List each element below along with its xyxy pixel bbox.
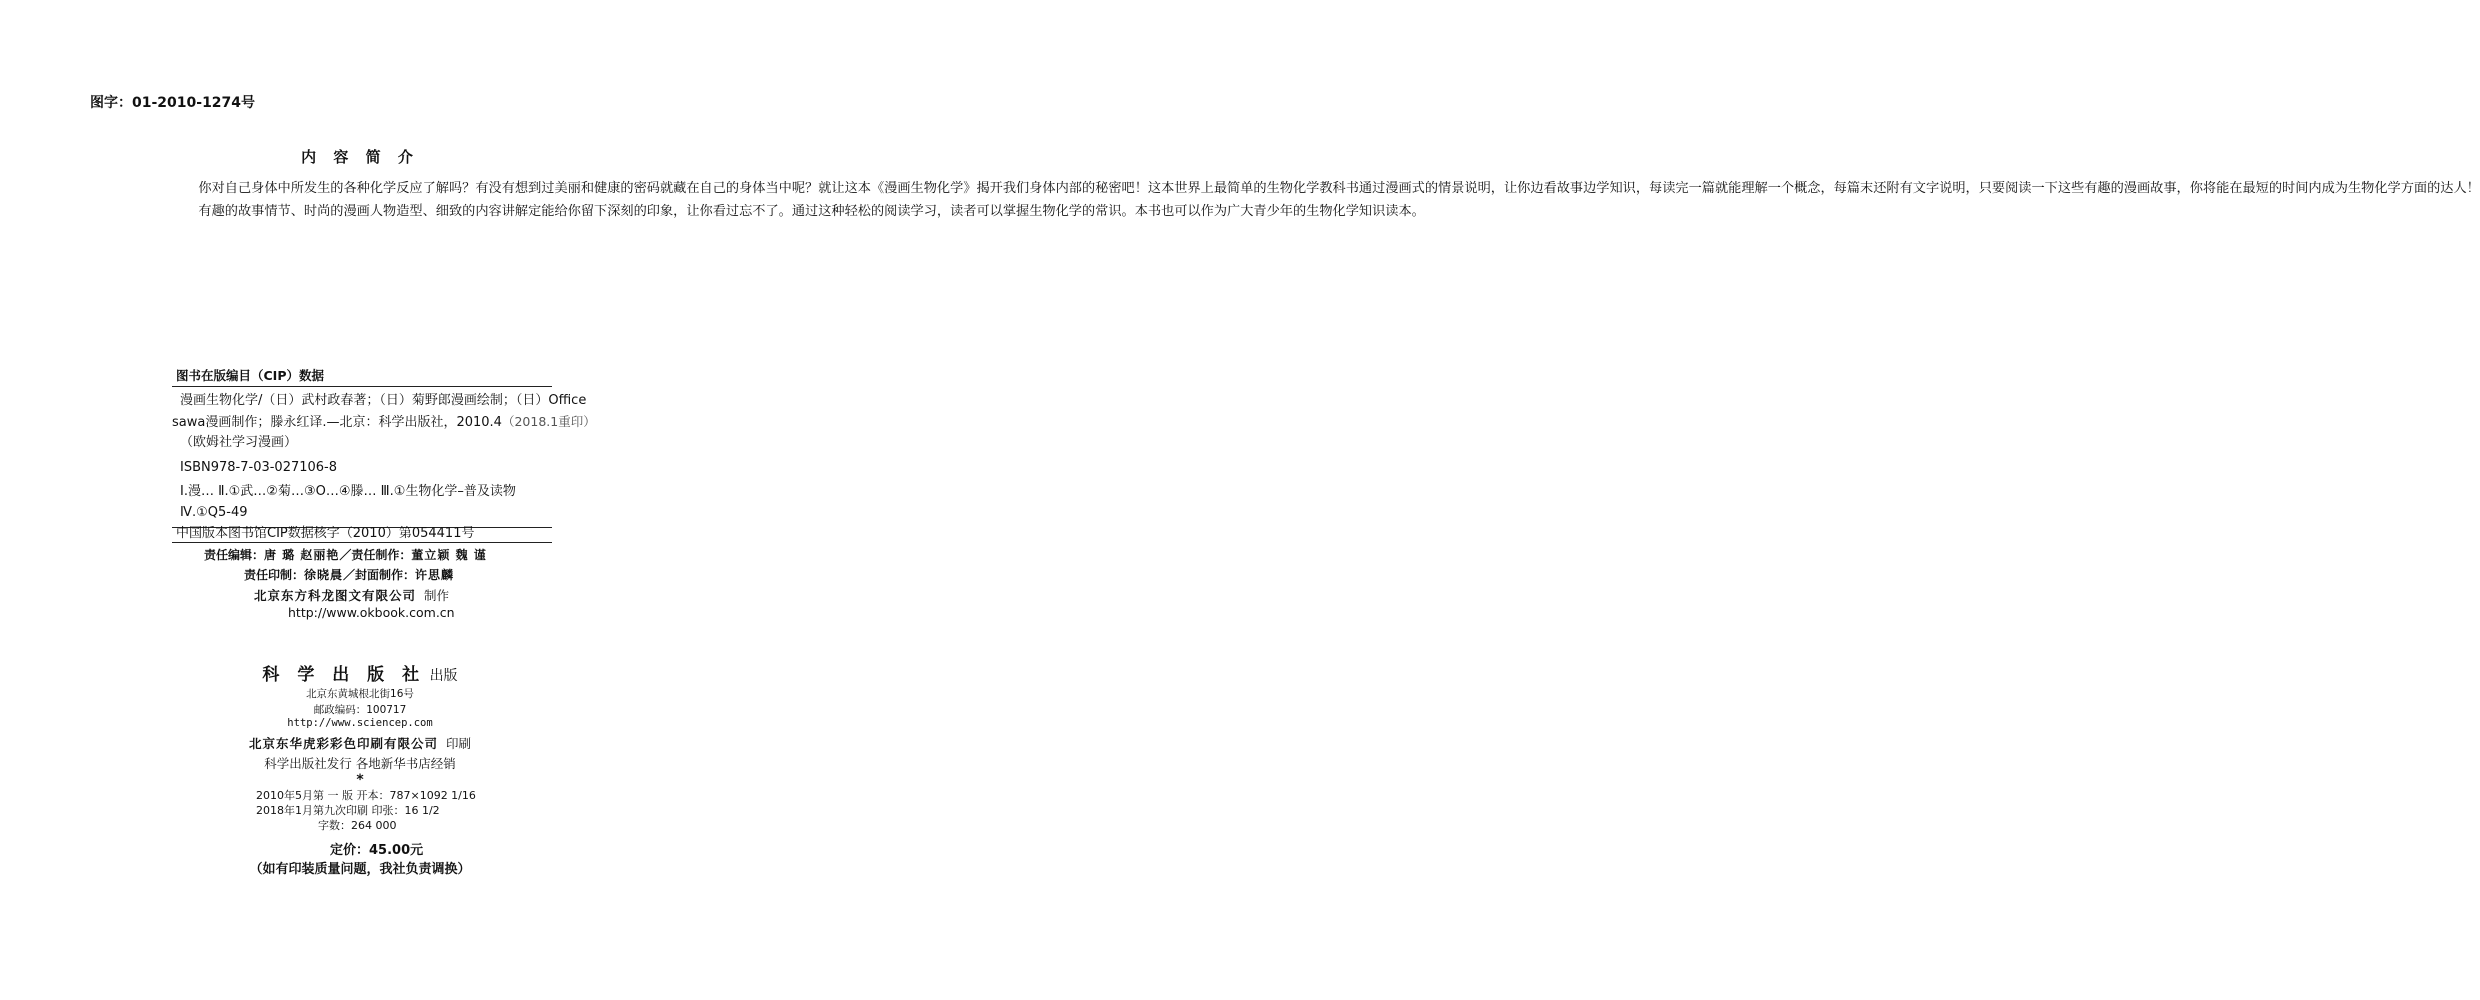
printing-names: 徐晓晨	[304, 568, 344, 582]
cip-data-number: 中国版本图书馆CIP数据核字（2010）第054411号	[176, 526, 475, 541]
publisher-line	[0, 660, 720, 685]
producer-line	[254, 586, 449, 604]
distribution-line: 科学出版社发行 各地新华书店经销	[264, 756, 456, 771]
intro-paragraph-2: 有趣的故事情节、时尚的漫画人物造型、细致的内容讲解定能给你留下深刻的印象，让你看过忘不了。通过这种轻松的阅读学习，读者可以掌握生物化学的常识。本书也可以作为广大青少年的生物化学知识读本。	[198, 203, 1425, 219]
edition-line-3: 字数：264 000	[318, 819, 397, 832]
publisher-postcode: 邮政编码：100717	[313, 704, 407, 716]
printer-role: 印刷	[445, 736, 471, 751]
cip-heading: 图书在版编目（CIP）数据	[176, 368, 324, 383]
cover-names: 许思麟	[415, 568, 455, 582]
printer-company: 北京东华虎彩彩色印刷有限公司	[249, 736, 439, 751]
printer-line	[0, 734, 720, 752]
cip-classification: Ⅳ.①Q5-49	[180, 504, 248, 520]
intro-paragraph-1: 你对自己身体中所发生的各种化学反应了解吗？有没有想到过美丽和健康的密码就藏在自己的身体当中呢？就让这本《漫画生物化学》揭开我们身体内部的秘密吧！这本世界上最简单的生物化学教科书通过漫画式的情景说明，让你边看故事边学知识，每读完一篇就能理解一个概念，每篇末还附有文字说明，只要阅读一下这些有趣的漫画故事，你将能在最短的时间内成为生物化学方面的达人！	[198, 181, 2480, 196]
cip-record	[172, 386, 596, 528]
edition-line-2: 2018年1月第九次印刷 印张：16 1/2	[256, 804, 440, 817]
printing-label: 责任印制：	[244, 568, 305, 582]
publisher-role: 出版	[429, 668, 458, 684]
cip-reprint: （2018.1重印）	[501, 413, 596, 429]
price: 定价：45.00元	[330, 843, 424, 858]
cip-line-publication	[172, 412, 596, 434]
asterisk-separator: *	[356, 772, 364, 788]
editors-names: 唐 璐 赵丽艳	[264, 548, 340, 562]
publisher-url: http://www.sciencep.com	[287, 717, 433, 729]
divider	[172, 542, 552, 543]
credits-editors-line	[204, 546, 487, 563]
producer-role: 制作	[423, 588, 449, 603]
credits-printing-line	[244, 566, 454, 583]
edition-line-1: 2010年5月第 一 版 开本：787×1092 1/16	[256, 789, 476, 802]
cip-line-series: （欧姆社学习漫画）	[180, 435, 298, 450]
registration-number: 图字：01-2010-1274号	[90, 95, 256, 111]
production-label: ／责任制作：	[339, 548, 412, 562]
quality-notice: （如有印装质量问题，我社负责调换）	[249, 862, 471, 877]
cover-label: ／封面制作：	[343, 568, 416, 582]
cip-line-title: 漫画生物化学/（日）武村政春著；（日）菊野郎漫画绘制；（日）Office	[180, 393, 587, 408]
book-introduction	[172, 178, 2480, 223]
publisher-address: 北京东黄城根北街16号	[306, 688, 414, 700]
section-title: 内 容 简 介	[301, 148, 419, 166]
producer-company: 北京东方科龙图文有限公司	[254, 588, 417, 603]
production-names: 董立颖 魏 谨	[411, 548, 487, 562]
editors-label: 责任编辑：	[204, 548, 265, 562]
cip-publication-info: sawa漫画制作；滕永红译.—北京：科学出版社，2010.4	[172, 414, 502, 430]
producer-url: http://www.okbook.com.cn	[288, 605, 455, 620]
cip-isbn: ISBN978-7-03-027106-8	[180, 459, 338, 475]
cip-subjects: Ⅰ.漫… Ⅱ.①武…②菊…③O…④滕… Ⅲ.①生物化学–普及读物	[180, 484, 516, 499]
publisher-logo: 科 学 出 版 社	[262, 665, 426, 685]
